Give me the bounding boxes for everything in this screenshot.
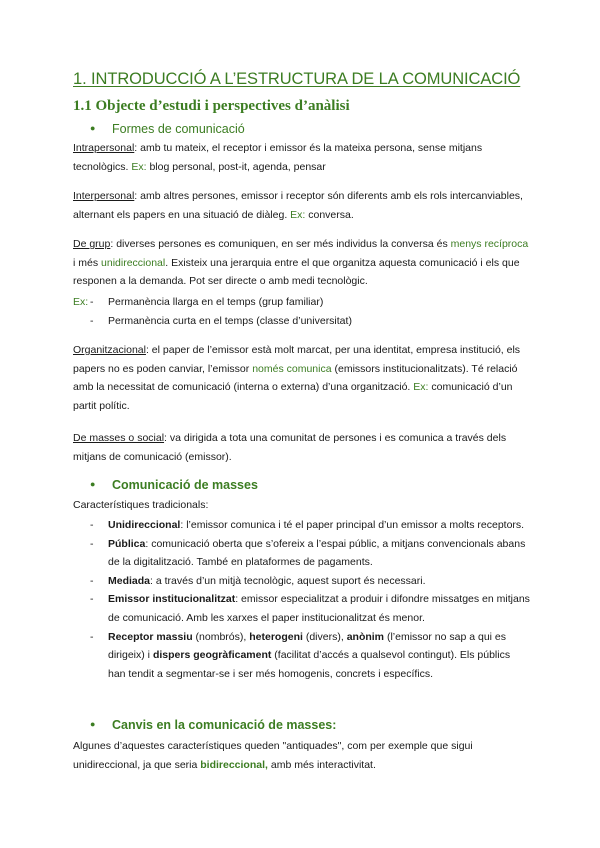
canvis-heading (90, 718, 336, 732)
dispers-term: dispers geogràficament (152, 649, 272, 662)
list-item (90, 312, 530, 331)
item-text: : a través d’un mitjà tecnològic, aquest suport és necessari. (150, 574, 426, 587)
intrapersonal-term: Intrapersonal (73, 142, 135, 154)
organitzacional-text-2: (emissors institucionalitzats). Té relació amb la necessitat de comunicació (interna o externa) d’una organització. (73, 362, 518, 394)
formes-heading (90, 122, 245, 136)
masses-term: De masses o social (73, 432, 165, 444)
dash-marker: - (90, 519, 94, 531)
intrapersonal-ex-label: Ex: (131, 160, 147, 173)
formes-heading-text: Formes de comunicació (112, 122, 245, 136)
canvis-heading-text: Canvis en la comunicació de masses: (112, 718, 337, 732)
comunicacio-masses-heading-text: Comunicació de masses (112, 478, 258, 492)
grup-example-text: Permanència llarga en el temps (grup familiar) (108, 296, 324, 308)
masses-paragraph (73, 429, 531, 466)
grup-examples-list (90, 293, 530, 330)
item-term: Pública (108, 537, 146, 550)
list-item (90, 293, 530, 312)
canvis-text-2: amb més interactivitat. (267, 758, 376, 771)
item-text: (facilitat d’accés a qualsevol contingut). Els públics han tendit a segmentar-se i ser més homogenis, concrets i específics. (108, 649, 511, 680)
interpersonal-text: : amb altres persones, emissor i receptor són diferents amb els rols intercanviables, alternant els papers en una situació de diàleg. (73, 190, 523, 221)
grup-highlight-1: menys recíproca (450, 238, 529, 250)
list-item (90, 516, 530, 535)
grup-term: De grup (73, 238, 111, 250)
caracteristiques-list (90, 516, 530, 683)
heterogeni-term: heterogeni (249, 630, 303, 643)
item-term: Unidireccional (108, 519, 181, 531)
comunicacio-masses-heading (90, 478, 258, 492)
caracteristiques-intro: Característiques tradicionals: (73, 499, 209, 511)
grup-example-text: Permanència curta en el temps (classe d’universitat) (108, 314, 352, 327)
canvis-paragraph (73, 737, 531, 774)
item-text: : l’emissor comunica i té el paper principal d’un emissor a molts receptors. (180, 519, 525, 531)
grup-highlight-2: unidireccional (101, 256, 166, 269)
bullet-icon: ● (90, 719, 96, 729)
interpersonal-ex-text: conversa. (305, 208, 354, 221)
intrapersonal-paragraph (73, 139, 531, 176)
item-term: Emissor institucionalitzat (108, 593, 236, 606)
organitzacional-paragraph (73, 341, 531, 415)
section-heading: 1.1 Objecte d’estudi i perspectives d’anàlisi (73, 98, 350, 114)
dash-marker: - (90, 630, 94, 643)
organitzacional-highlight: només comunica (252, 362, 332, 375)
organitzacional-term: Organitzacional (73, 344, 146, 356)
anonim-term: anònim (346, 630, 385, 643)
interpersonal-paragraph (73, 187, 531, 224)
list-item (90, 535, 530, 572)
grup-text-1: : diverses persones es comuniquen, en ser més individus la conversa és (110, 238, 451, 250)
dash-marker: - (90, 537, 94, 550)
dash-marker: - (90, 593, 94, 606)
interpersonal-term: Interpersonal (73, 190, 135, 202)
item-text: : emissor especialitzat a produir i difondre missatges en mitjans de comunicació. Amb les xarxes el paper institucionalitzat és menor. (108, 593, 530, 624)
list-item (90, 628, 530, 684)
bullet-icon: ● (90, 479, 96, 489)
list-item (90, 572, 530, 591)
list-item (90, 590, 530, 627)
receptor-massiu-term: Receptor massiu (108, 630, 193, 643)
page-title: 1. INTRODUCCIÓ A L’ESTRUCTURA DE LA COMUNICACIÓ (73, 70, 521, 88)
grup-text-3: . Existeix una jerarquia entre el que organitza aquesta comunicació i els que responen a la demanda. Pot ser directe o amb medi tecnològic. (73, 256, 520, 288)
canvis-text-1: Algunes d’aquestes característiques queden "antiquades", com per exemple que sigui unidireccional, ja que seria (73, 740, 473, 771)
grup-ex-label: Ex: (73, 296, 89, 308)
item-term: Mediada (108, 574, 151, 587)
dash-marker: - (90, 296, 94, 308)
item-text: (divers), (302, 630, 347, 643)
organitzacional-text-1: : el paper de l’emissor està molt marcat, per una identitat, empresa institució, els papers no es poden canviar, l’emissor (73, 344, 521, 375)
masses-text: : va dirigida a tota una comunitat de persones i es comunica a través dels mitjans de comunicació (emissor). (73, 432, 507, 463)
organitzacional-ex-label: Ex: (413, 381, 429, 394)
interpersonal-ex-label: Ex: (290, 208, 306, 221)
intrapersonal-text: : amb tu mateix, el receptor i emissor és la mateixa persona, sense mitjans tecnològics. (73, 142, 483, 173)
grup-text-2: i més (73, 256, 102, 269)
grup-paragraph (73, 235, 531, 291)
item-text: (l’emissor no sap a qui es dirigeix) i (108, 630, 507, 662)
canvis-highlight: bidireccional, (200, 758, 268, 771)
dash-marker: - (90, 574, 94, 587)
organitzacional-ex-text: comunicació d’un partit polític. (73, 381, 513, 412)
intrapersonal-ex-text: blog personal, post-it, agenda, pensar (146, 160, 326, 173)
item-text: (nombrós), (192, 630, 250, 643)
dash-marker: - (90, 314, 94, 327)
item-text: : comunicació oberta que s’ofereix a l’espai públic, a mitjans convencionals abans de la digitalització. També en plataformes de pagaments. (108, 537, 526, 569)
bullet-icon: ● (90, 123, 96, 133)
